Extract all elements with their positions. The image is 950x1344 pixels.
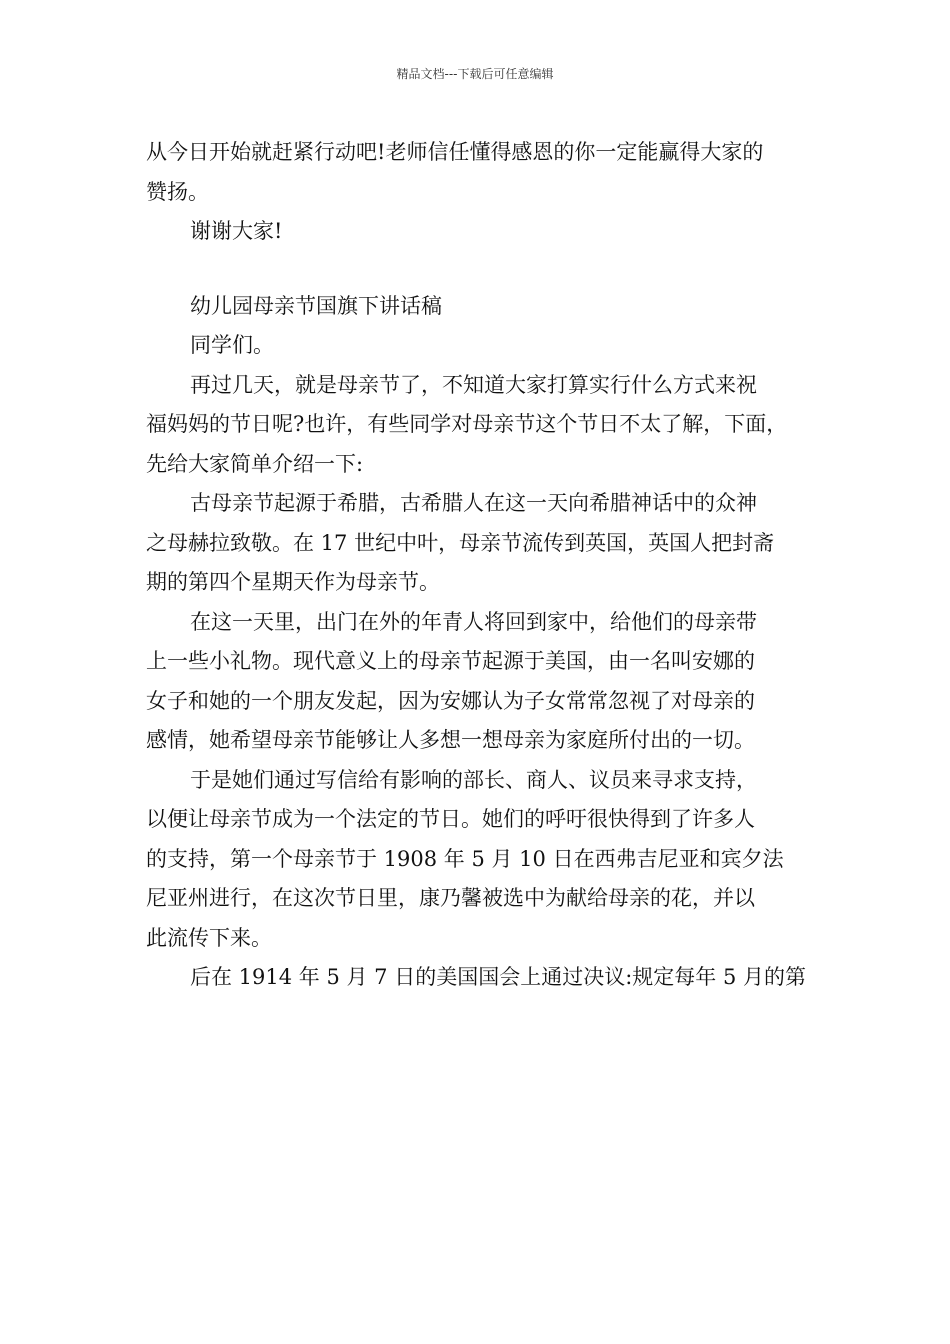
greeting-line: 同学们。 — [190, 333, 274, 357]
text-line: 此流传下来。 — [146, 925, 272, 950]
text-line: 谢谢大家! — [190, 219, 283, 243]
paragraph — [146, 366, 818, 485]
text-line: 在这一天里，出门在外的年青人将回到家中，给他们的母亲带 — [190, 609, 757, 634]
document-body — [146, 133, 818, 998]
text-line: 之母赫拉致敬。在 17 世纪中叶，母亲节流传到英国，英国人把封斋 — [146, 530, 775, 555]
text-line: 以便让母亲节成为一个法定的节日。她们的呼吁很快得到了许多人 — [146, 807, 755, 831]
text-line: 赞扬。 — [146, 179, 209, 204]
paragraph — [146, 484, 818, 603]
text-line: 尼亚州进行，在这次节日里，康乃馨被选中为献给母亲的花，并以 — [146, 886, 755, 910]
paragraph — [146, 326, 818, 366]
text-line: 期的第四个星期天作为母亲节。 — [146, 570, 440, 594]
text-line: 的支持，第一个母亲节于 1908 年 5 月 10 日在西弗吉尼亚和宾夕法 — [146, 846, 784, 871]
paragraph — [146, 212, 818, 252]
paragraph — [146, 761, 818, 959]
text-line: 上一些小礼物。现代意义上的母亲节起源于美国，由一名叫安娜的 — [146, 649, 755, 673]
speech-title: 幼儿园母亲节国旗下讲话稿 — [190, 293, 442, 318]
text-line: 后在 1914 年 5 月 7 日的美国国会上通过决议:规定每年 5 月的第 — [190, 965, 807, 989]
text-line: 女子和她的一个朋友发起，因为安娜认为子女常常忽视了对母亲的 — [146, 688, 755, 713]
text-line: 于是她们通过写信给有影响的部长、商人、议员来寻求支持， — [190, 767, 757, 792]
text-line: 先给大家简单介绍一下: — [146, 451, 364, 476]
section-gap — [146, 252, 818, 287]
paragraph — [146, 603, 818, 761]
text-line: 从今日开始就赶紧行动吧!老师信任懂得感恩的你一定能赢得大家的 — [146, 140, 764, 164]
text-line: 古母亲节起源于希腊，古希腊人在这一天向希腊神话中的众神 — [190, 491, 757, 515]
text-line: 再过几天，就是母亲节了，不知道大家打算实行什么方式来祝 — [190, 372, 757, 397]
paragraph — [146, 958, 818, 998]
paragraph-title — [146, 287, 818, 327]
text-line: 感情，她希望母亲节能够让人多想一想母亲为家庭所付出的一切。 — [146, 728, 755, 752]
text-line: 福妈妈的节日呢?也许，有些同学对母亲节这个节日不太了解，下面， — [146, 412, 788, 436]
paragraph — [146, 133, 818, 212]
page-header: 精品文档---下载后可任意编辑 — [396, 67, 554, 81]
